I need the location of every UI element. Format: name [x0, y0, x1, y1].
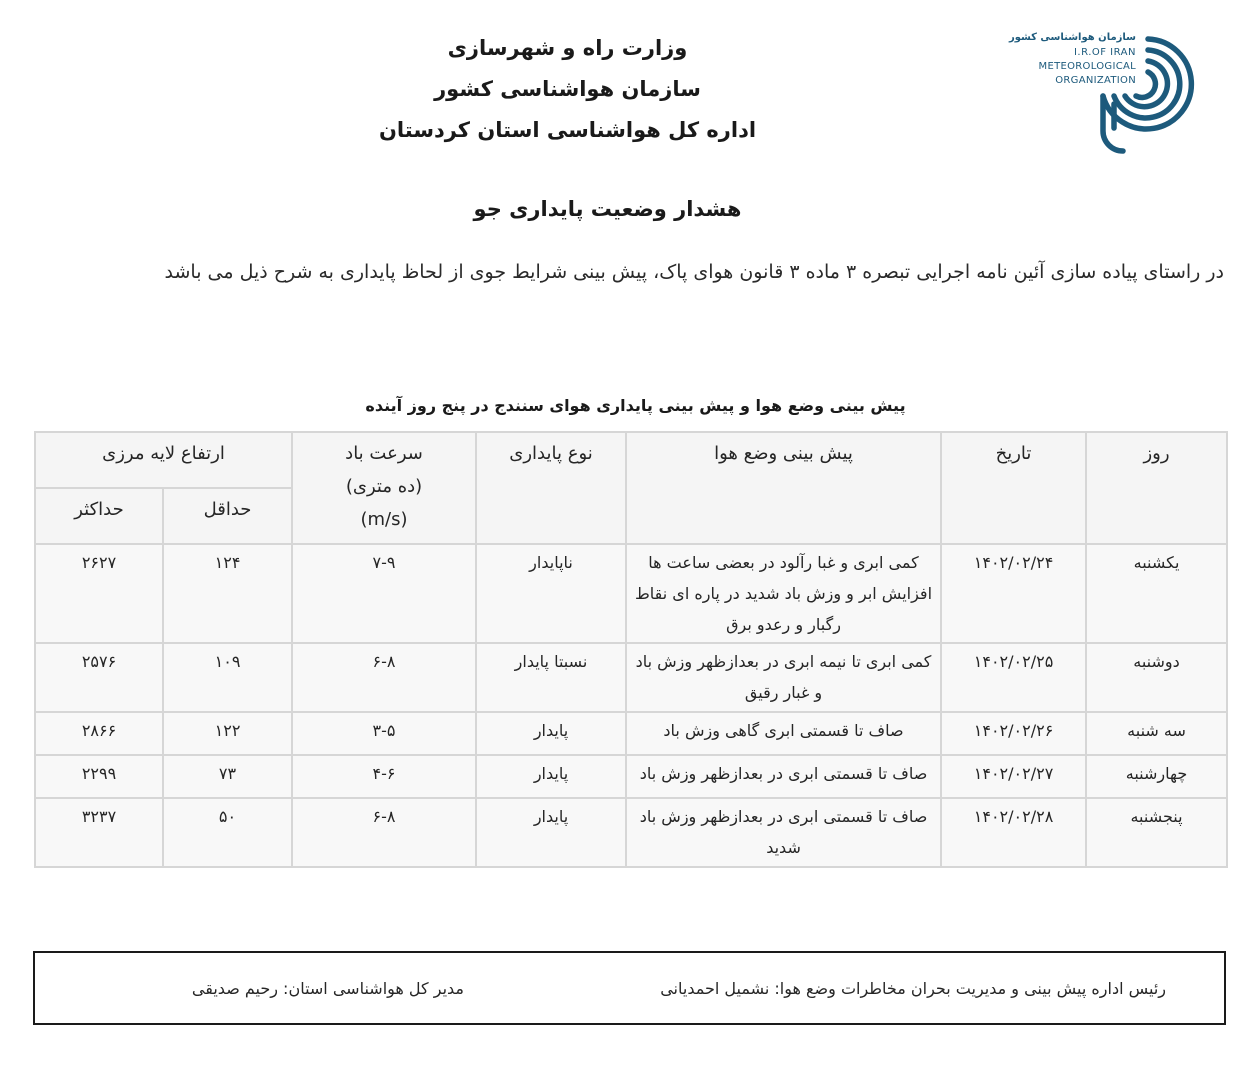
table-row — [35, 544, 1227, 643]
cell-date: ۱۴۰۲/۰۲/۲۶ — [941, 712, 1086, 755]
cell-wind: ۳-۵ — [292, 712, 476, 755]
table-row — [35, 643, 1227, 712]
forecast-table — [34, 431, 1228, 868]
cell-wind: ۴-۶ — [292, 755, 476, 798]
cell-stability: پایدار — [476, 798, 626, 867]
table-row — [35, 712, 1227, 755]
header-wind-line1: سرعت باد — [345, 443, 423, 464]
cell-min: ۷۳ — [163, 755, 292, 798]
organization-name: سازمان هواشناسی کشور — [434, 77, 701, 101]
office-name: اداره کل هواشناسی استان کردستان — [378, 118, 757, 142]
cell-stability: پایدار — [476, 712, 626, 755]
logo-en-line3: ORGANIZATION — [1055, 75, 1136, 86]
cell-day: دوشنبه — [1086, 643, 1227, 712]
cell-date: ۱۴۰۲/۰۲/۲۵ — [941, 643, 1086, 712]
cell-day: چهارشنبه — [1086, 755, 1227, 798]
cell-forecast: صاف تا قسمتی ابری در بعدازظهر وزش باد — [626, 755, 941, 798]
spiral-emblem-icon — [1100, 36, 1196, 158]
table-row — [35, 798, 1227, 867]
signature-footer — [33, 951, 1226, 1025]
meteorological-organization-logo — [1008, 30, 1198, 160]
cell-date: ۱۴۰۲/۰۲/۲۴ — [941, 544, 1086, 643]
header-forecast: پیش بینی وضع هوا — [626, 432, 941, 544]
header-stability: نوع پایداری — [476, 432, 626, 544]
cell-forecast: صاف تا قسمتی ابری در بعدازظهر وزش باد شدید — [626, 798, 941, 867]
cell-day: یکشنبه — [1086, 544, 1227, 643]
forecast-head-signature: رئیس اداره پیش بینی و مدیریت بحران مخاطرات وضع هوا: نشمیل احمدیانی — [660, 979, 1166, 998]
cell-min: ۱۲۴ — [163, 544, 292, 643]
header-max: حداکثر — [35, 488, 163, 544]
cell-date: ۱۴۰۲/۰۲/۲۷ — [941, 755, 1086, 798]
logo-fa-name: سازمان هواشناسی کشور — [1008, 32, 1136, 43]
cell-date: ۱۴۰۲/۰۲/۲۸ — [941, 798, 1086, 867]
header-wind-line2: (ده متری) — [345, 476, 423, 497]
cell-stability: نسبتا پایدار — [476, 643, 626, 712]
cell-max: ۲۵۷۶ — [35, 643, 163, 712]
cell-max: ۳۲۳۷ — [35, 798, 163, 867]
cell-stability: ناپایدار — [476, 544, 626, 643]
logo-en-line1: I.R.OF IRAN — [1073, 47, 1136, 58]
cell-forecast: صاف تا قسمتی ابری گاهی وزش باد — [626, 712, 941, 755]
header-wind-speed — [292, 432, 476, 544]
cell-min: ۱۰۹ — [163, 643, 292, 712]
header-day: روز — [1086, 432, 1227, 544]
cell-stability: پایدار — [476, 755, 626, 798]
table-row — [35, 755, 1227, 798]
director-signature: مدیر کل هواشناسی استان: رحیم صدیقی — [191, 979, 464, 998]
logo-en-line2: METEOROLOGICAL — [1038, 61, 1136, 72]
header-boundary-layer: ارتفاع لایه مرزی — [35, 432, 292, 488]
cell-wind: ۶-۸ — [292, 798, 476, 867]
header-min: حداقل — [163, 488, 292, 544]
table-title: پیش بینی وضع هوا و پیش بینی پایداری هوای سنندج در پنج روز آینده — [365, 396, 906, 415]
document-title: هشدار وضعیت پایداری جو — [473, 197, 742, 221]
cell-wind: ۶-۸ — [292, 643, 476, 712]
intro-paragraph: در راستای پیاده سازی آئین نامه اجرایی تبصره ۳ ماده ۳ قانون هوای پاک، پیش بینی شرایط جوی از لحاظ پایداری به شرح ذیل می باشد — [164, 261, 1224, 283]
cell-day: پنجشنبه — [1086, 798, 1227, 867]
header-wind-line3: (m/s) — [360, 509, 408, 530]
cell-day: سه شنبه — [1086, 712, 1227, 755]
cell-max: ۲۶۲۷ — [35, 544, 163, 643]
cell-forecast: کمی ابری و غبا رآلود در بعضی ساعت ها افزایش ابر و وزش باد شدید در پاره ای نقاط رگبار و رعدو برق — [626, 544, 941, 643]
ministry-name: وزارت راه و شهرسازی — [447, 36, 688, 60]
cell-max: ۲۲۹۹ — [35, 755, 163, 798]
cell-forecast: کمی ابری تا نیمه ابری در بعدازظهر وزش باد و غبار رقیق — [626, 643, 941, 712]
cell-min: ۱۲۲ — [163, 712, 292, 755]
header-date: تاریخ — [941, 432, 1086, 544]
cell-max: ۲۸۶۶ — [35, 712, 163, 755]
cell-min: ۵۰ — [163, 798, 292, 867]
cell-wind: ۷-۹ — [292, 544, 476, 643]
